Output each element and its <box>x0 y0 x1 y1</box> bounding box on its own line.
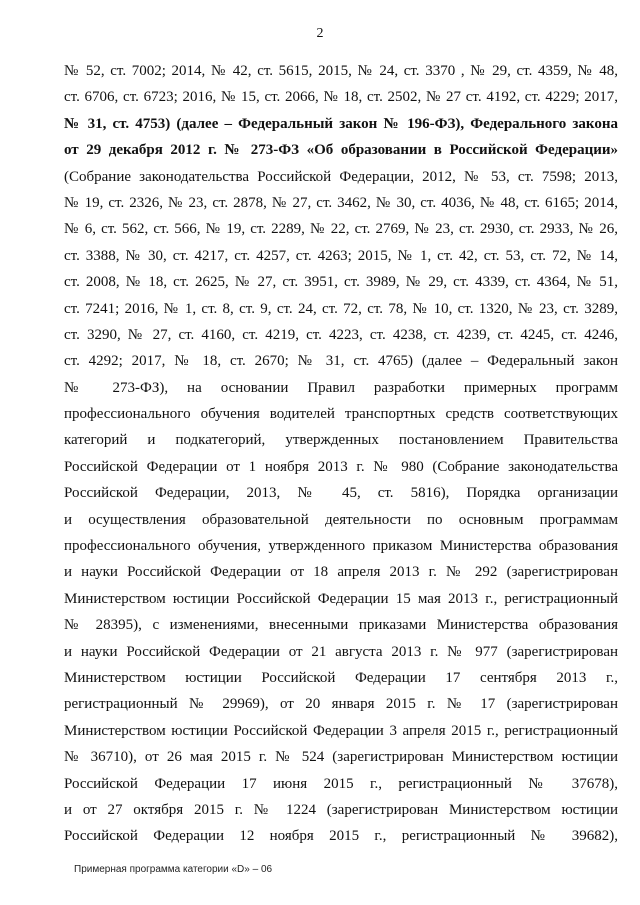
text-line: № 31, ст. 4753) (далее – Федеральный закон № 196-ФЗ), Федерального закона <box>64 115 618 132</box>
text-line: Министерством юстиции Российской Федерации 15 мая 2013 г., регистрационный <box>64 590 618 607</box>
text-line: Министерством юстиции Российской Федерации 17 сентября 2013 г., <box>64 669 618 686</box>
text-line: № 52, ст. 7002; 2014, № 42, ст. 5615, 2015, № 24, ст. 3370 , № 29, ст. 4359, № 48, <box>64 63 618 79</box>
text-line: и науки Российской Федерации от 18 апреля 2013 г. № 292 (зарегистрирован <box>64 564 618 581</box>
text-line: № 19, ст. 2326, № 23, ст. 2878, № 27, ст. 3462, № 30, ст. 4036, № 48, ст. 6165; 2014, <box>64 194 618 211</box>
text-line: ст. 2008, № 18, ст. 2625, № 27, ст. 3951, ст. 3989, № 29, ст. 4339, ст. 4364, № 51, <box>64 274 618 291</box>
text-line: и науки Российской Федерации от 21 августа 2013 г. № 977 (зарегистрирован <box>64 643 618 660</box>
body-text <box>64 58 618 850</box>
text-line: профессионального обучения, утвержденного приказом Министерства образования <box>64 538 618 555</box>
text-line: регистрационный № 29969), от 20 января 2015 г. № 17 (зарегистрирован <box>64 696 618 713</box>
text-line: ст. 4292; 2017, № 18, ст. 2670; № 31, ст. 4765) (далее – Федеральный закон <box>64 353 618 370</box>
text-line: Российской Федерации от 1 ноября 2013 г. № 980 (Собрание законодательства <box>64 458 618 475</box>
page-footer: Примерная программа категории «D» – 06 <box>74 864 273 875</box>
text-line: Министерством юстиции Российской Федерации 3 апреля 2015 г., регистрационный <box>64 722 618 739</box>
text-line: категорий и подкатегорий, утвержденных постановлением Правительства <box>64 432 618 449</box>
text-line: № 36710), от 26 мая 2015 г. № 524 (зарегистрирован Министерством юстиции <box>64 749 618 766</box>
text-line: ст. 7241; 2016, № 1, ст. 8, ст. 9, ст. 24, ст. 72, ст. 78, № 10, ст. 1320, № 23, ст. 3289, <box>64 300 618 317</box>
text-line: ст. 3388, № 30, ст. 4217, ст. 4257, ст. 4263; 2015, № 1, ст. 42, ст. 53, ст. 72, № 14, <box>64 247 618 264</box>
text-line: и осуществления образовательной деятельности по основным программам <box>64 511 618 528</box>
text-line: № 28395), с изменениями, внесенными приказами Министерства образования <box>64 617 618 634</box>
text-line: Российской Федерации, 2013, № 45, ст. 5816), Порядка организации <box>64 485 618 502</box>
text-line: № 273-ФЗ), на основании Правил разработки примерных программ <box>64 379 618 396</box>
text-line: (Собрание законодательства Российской Федерации, 2012, № 53, ст. 7598; 2013, <box>64 168 618 185</box>
text-line: и от 27 октября 2015 г. № 1224 (зарегистрирован Министерством юстиции <box>64 801 618 818</box>
text-line: Российской Федерации 17 июня 2015 г., регистрационный № 37678), <box>64 775 618 792</box>
text-line: профессионального обучения водителей транспортных средств соответствующих <box>64 406 618 423</box>
text-line: ст. 6706, ст. 6723; 2016, № 15, ст. 2066, № 18, ст. 2502, № 27 ст. 4192, ст. 4229; 2017, <box>64 89 618 106</box>
text-line: № 6, ст. 562, ст. 566, № 19, ст. 2289, № 22, ст. 2769, № 23, ст. 2930, ст. 2933, № 26, <box>64 221 618 238</box>
text-line: от 29 декабря 2012 г. № 273-ФЗ «Об образовании в Российской Федерации» <box>64 142 618 159</box>
text-line: Российской Федерации 12 ноября 2015 г., регистрационный № 39682), <box>64 828 618 845</box>
page-number: 2 <box>316 26 324 41</box>
text-line: ст. 3290, № 27, ст. 4160, ст. 4219, ст. 4223, ст. 4238, ст. 4239, ст. 4245, ст. 4246, <box>64 326 618 343</box>
